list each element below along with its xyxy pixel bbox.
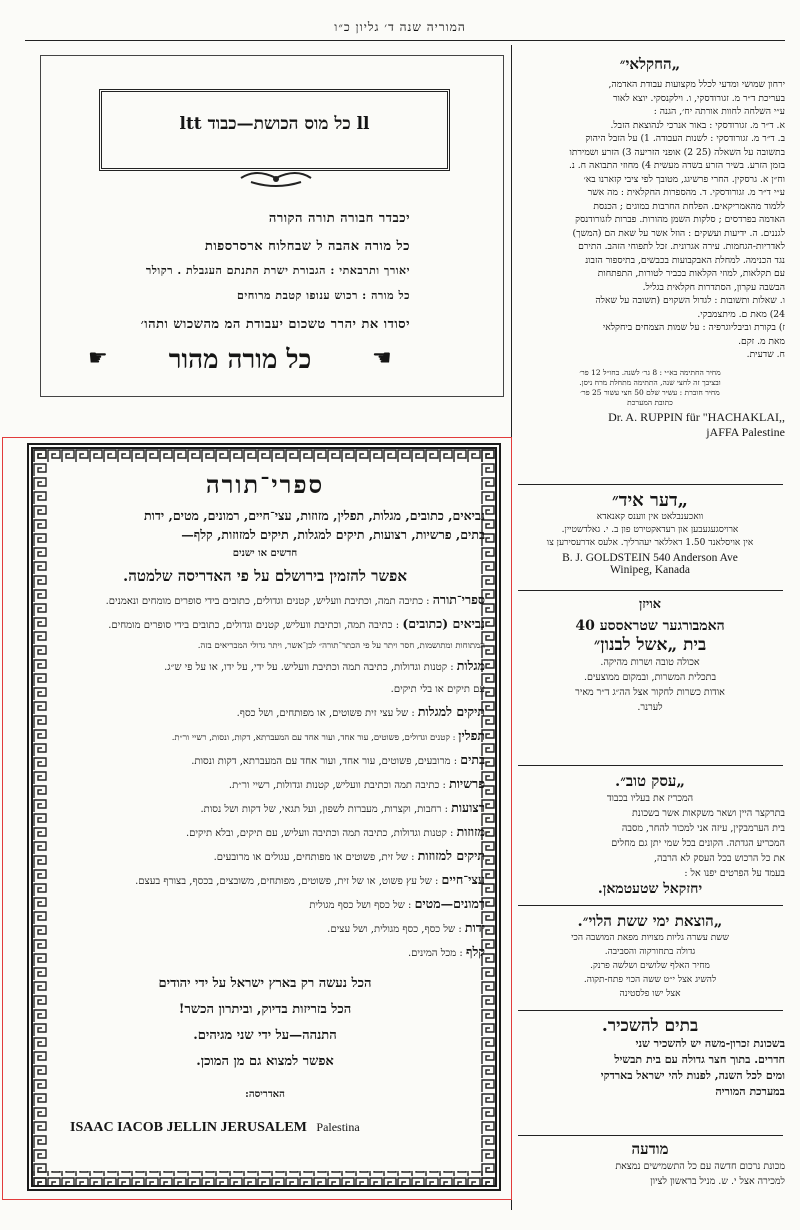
divider-der-id xyxy=(518,484,783,485)
list-item: עם תיקים או בלי תיקים. xyxy=(390,684,485,695)
top-left-ad-big-line: כל מורה מהור xyxy=(168,345,312,375)
batim-ad: בתים להשכיר. בשכונת זכרון-משה יש להשכיר שני חדרים. בתוך חצר גדולה עם בית תבשיל ומים לכל השנה, לפנות להי ישראל בארדקי במערכת המוריה xyxy=(600,1016,785,1098)
divider-modaa xyxy=(518,1135,783,1136)
hachaklai-title: „החקלאי״ xyxy=(619,55,681,73)
list-item: ידות : של כסף, כסף מגולית, ושל עצים. xyxy=(327,920,485,935)
main-ad-signature: ISAAC IACOB JELLIN JERUSALEM Palestina xyxy=(70,1120,360,1135)
address-label: האדריסה: xyxy=(245,1089,285,1100)
list-item: בתים : מרובעים, פשוטים, עור אחד, ועור אחד עם המעברתא, דקות ונסות. xyxy=(191,752,485,767)
list-item: תפלין : קטנים וגדולים, פשוטים, עור אחד, ועור אחד עם המעברתא, דקות, ונסות, רשיי ור״ת. xyxy=(171,728,485,743)
pointing-hand-icon: ☚ xyxy=(372,346,392,371)
der-id-address: B. J. GOLDSTEIN 540 Anderson Ave Winipeg, Kanada xyxy=(562,552,738,576)
list-item: פרשיות : כתיבה תמה וכתיבת וועליש, קטנות וגדולות, רשיי ור״ת. xyxy=(228,776,485,791)
modaa-ad: מודעה מכונת נרכום חדשה עם כל התשמישים נמצאת למכירה אצל י. ש. מניל בראשון לציון xyxy=(615,1140,785,1187)
top-left-ad-title: ll כל מוס הכושת—כבוד ltt xyxy=(179,114,370,134)
list-item: רמונים—מטים : של כסף ושל כסף מגולית xyxy=(309,896,485,911)
list-item: רצועות : רחבות, וקצרות, מעברות לשפון, ועל תגאי, של דקות ושל נסות. xyxy=(200,800,485,815)
hachaklai-address: Dr. A. RUPPIN für "HACHAKLAI,, jAFFA Palestine xyxy=(608,409,785,439)
list-item: קלף : מכל המינים. xyxy=(407,944,485,959)
list-item: תיקים למגלות : של עצי זית פשוטים, או מפותחים, ושל כסף. xyxy=(236,704,485,719)
divider-eshel xyxy=(518,590,783,591)
der-id-ad: „דער איד״ וואכענבלאט אין ווענס קאנאדא ארויסגעגעבען און רעדאקטירט פון ב. י. גאלדשטיין. אין אויסלאנד 1.50 דאללאר יעהרליך. אלעס אדרעסירען צו B. J. GOLDSTEIN 540 Anderson Ave Winipeg, Kanada xyxy=(515,490,785,576)
hachaklai-prices: מחיר החתימה בא״י : 8 גר׳ לשנה. בחו״ל 12 פר׳ ובציבך זה לחצי שנה, התתימה מתחלת מרח ניסן. מחיר חוברת : עשיר שלם 50 חצי עשור 25 פר׳ כתובת המערכת xyxy=(579,367,721,407)
sifrei-torah-ad: ספרי־תורה נביאים, כתובים, מגלות, תפלין, מזוזות, עצי־חיים, רמונים, מטים, ידות בתים, פרשיות, רצועות, תיקים למגלות, תיקים למזוזות, קלף— חדשים או ישנים אפשר להזמין בירושלם על פי האדריסה שלמטה. ספרי־תורה : כתיבה תמה, וכתיבת וועליש, קטנים וגדולים, כתובים בידי סופרים מומחים ונאמנים. נביאים (כתובים) : כתיבה תמה, וכתיבת וועליש, קטנים וגדולים, כתובים בידי סופרים מומחים. המתוחות ומתושמות, חסר ויתר על פי הכתר־תורה״ לבן־אשר, ויתר גדולי המבריאים בזה. מגלות : קטנות וגדולות, כתיבה תמה וכתיבת וועליש. על ידי, על ידו, או על פי ש״ג. עם תיקים או בלי תיקים. תיקים למגלות : של עצי זית פשוטים, או מפותחים, ושל כסף. תפלין : קטנים וגדולים, פשוטים, עור אחד, ועור אחד עם המעברתא, דקות, ונסות, רשיי ור״ת. בתים : מרובעים, פשוטים, עור אחד, ועור אחד עם המעברתא, דקות ונסות. פרשיות : כתיבה תמה וכתיבת וועליש, קטנות וגדולות, רשיי ור״ת. רצועות : רחבות, וקצרות, מעברות לשפון, ועל תגאי, של דקות ושל נסות. מזוזות : קטנות וגדולות, כתיבה תמה וכתיבה וועליש, עם תיקים, ובלא תיקים. תיקים למזוזות : של זית, פשוטים או מפותחים, עגולים או מרובעים. עצי־חיים : של עץ פשוט, או של זית, פשוטים, מפותחים, משובצים, בכסף, בצורף בעצם. רמונים—מטים : של כסף ושל כסף מגולית ידות : של כסף, כסף מגולית, ושל עצים. קלף : מכל המינים. הכל נעשה רק בארץ ישראל על ידי יהודים הכל בזריזות בדיוק, וביתרון הכשר! התנהה—על ידי שני מגיהים. אפשר למצוא גם מן המוכן. האדריסה: xyxy=(45,470,485,1100)
top-left-ad-title-frame xyxy=(99,89,450,171)
list-item: עצי־חיים : של עץ פשוט, או של זית, פשוטים, מפותחים, משובצים, בכסף, בצורף בעצם. xyxy=(135,872,485,887)
pointing-hand-icon: ☛ xyxy=(88,346,108,371)
list-item: ספרי־תורה : כתיבה תמה, וכתיבת וועליש, קטנים וגדולים, כתובים בידי סופרים מומחים ונאמנים. xyxy=(105,592,485,607)
divider-batim xyxy=(518,1010,783,1011)
esek-tov-signature: יחזקאל שטעטמאן. xyxy=(597,881,703,897)
ornament-flourish-icon xyxy=(236,168,316,190)
list-item: המתוחות ומתושמות, חסר ויתר על פי הכתר־תורה״ לבן־אשר, ויתר גדולי המבריאים בזה. xyxy=(197,641,485,651)
eshel-levanon-ad: אויזן האמבורגער שטראססע 40 בית „אשל לבנון״ אכולה טובה ושרות מהיקה. בתכלית המשרות, ובמקום ממוצעים. אודות כשרות לחקור אצל הה״ג ד״ר מאיר לערנר. xyxy=(575,597,725,713)
hachaklai-body: ירחון שמושי ומדעי לכלל מקצועות עבודת האדמה, בעריכת ד״ר מ. זגורודסקי, ו. וילקנסקי. יוצא לאור ע״י השלחה לחוות אורתה יח׳, הגנה : א. ד״ר מ. זגורודסקי : באור אנרכי לנהוצאת הזבל. ב. ד״ר מ. זגורודסקי : לשנות העבודה. 1) על הזבל היהוק בתשובה על השאלה (25 2) אופני הזריעה 3) הזרע ושמירתו בזמן הזרע. בשיר הזרע בשדה מעשית 4) מחוזי התבואה ח. נ. וח״ן א. גרסקין. החרי פרשיגג, מטובך לפי ציבי קזארנו בא׳ ע״י ד״ר מ. זגורודסקי. ד. מהספרות החקלאית : מה אשר ללמוד מהאמריקאים. הפלחת החרבות במוגים ; הכנסת האדמה בפרדסים ; סלקות השמן מהורות. פברות לזגורודנסק לגננים. ה. ידיעות ועשקים : הוזל אשר על שאת הם (המשך) לאדריות-הגחמות. עירה אגרונית. זכל לתפוחי הזהב. התירם נגד הכנימה. למחלת האבקבועות בכבשים, בתיספור הזבונ עם תקלאות, למוזי הקלאות בכביר לטורות, התפתחות הבשבה עקרון, הסתדרות חקלאית בגליל. ו. שאלות ותשובות : לגדול השקוים (תשובה על שאלה 24) מאת ם. מיתצמבקי. ז) בקורת וביבליוגרפיה : על שמות הצמחים ביחקלאי מאת מ. זקם. ח. שדעית. xyxy=(568,79,785,360)
right-column xyxy=(515,55,785,440)
divider-shisha xyxy=(518,905,783,906)
list-item: מזוזות : קטנות וגדולות, כתיבה תמה וכתיבה וועליש, עם תיקים, ובלא תיקים. xyxy=(185,824,485,839)
main-ad-title: ספרי־תורה xyxy=(205,470,325,499)
divider-esek xyxy=(518,765,783,766)
list-item: תיקים למזוזות : של זית, פשוטים או מפותחים, עגולים או מרובעים. xyxy=(213,848,485,863)
der-id-title: „דער איד״ xyxy=(611,490,689,511)
shisha-halevi-ad: „הוצאת ימי ששת הלוי״. ששת עשרה גליות מצויות מפאת המושבה הכי גדולה בתחורקוה והסביבה. מחיר האלף שלושים ושלשה פרנק. להשיג אצל י״ט ששה הכוי פתח-תקוה. אצל ישו פלסטינה xyxy=(571,912,729,999)
list-item: נביאים (כתובים) : כתיבה תמה, וכתיבת וועליש, קטנים וגדולים, כתובים בידי סופרים מומחים. xyxy=(108,616,485,631)
esek-tov-ad: „עסק טוב״. המכריז את בעליו בכבוד בתרקצר היין ושאר משקאות אשר בשכונת בית הערמבקין, עיזה אני למכור להחר, מסבה המכריע הגדתה. הקונים בכל שמי יתן גם מחלים את כל הרכוש בכל העסק לא הרבה, בעמד על הפרטים יפנו אל : יחזקאל שטעטמאן. xyxy=(515,772,785,898)
page-header: המוריה שנה ד׳ גליון כ״ו xyxy=(334,20,466,34)
list-item: מגלות : קטנות וגדולות, כתיבה תמה וכתיבת וועליש. על ידי, על ידו, או על פי ש״ג. xyxy=(164,658,485,673)
header-rule xyxy=(25,40,785,41)
